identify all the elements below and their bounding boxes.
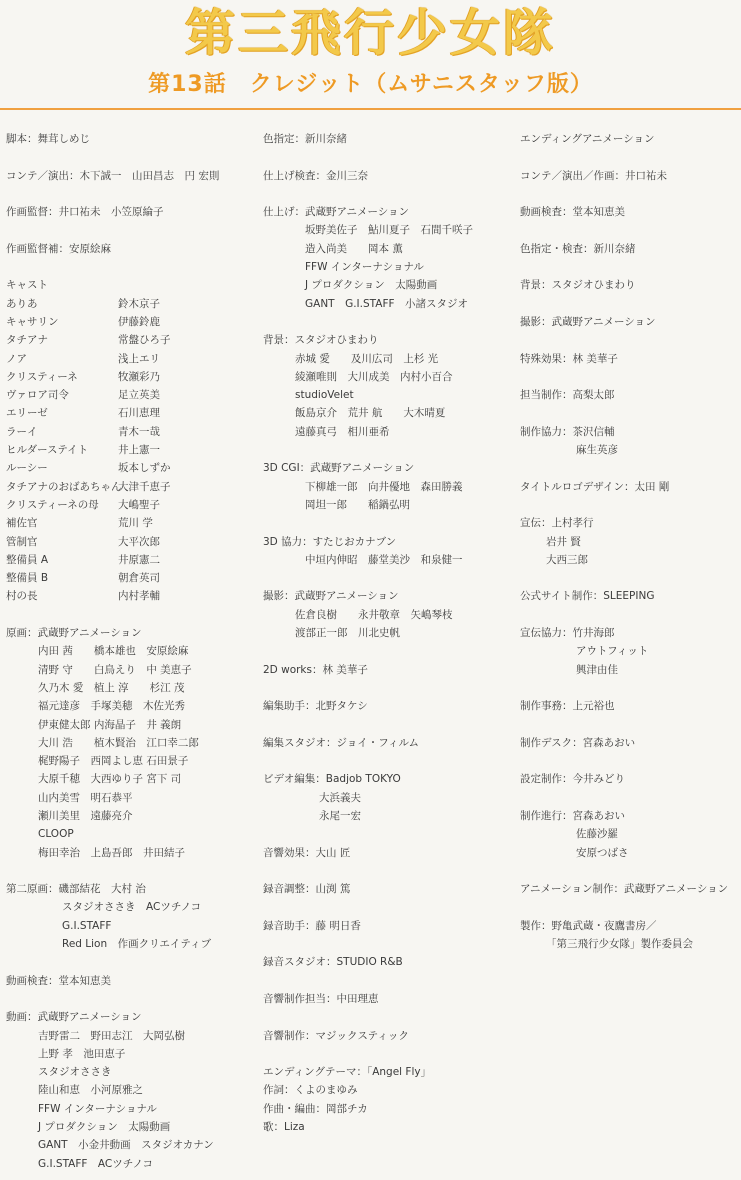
cast-role: 補佐官 xyxy=(6,517,38,530)
staff-line: CLOOP xyxy=(38,828,74,841)
credit-inbetween: 動画：武蔵野アニメーション xyxy=(6,1011,142,1024)
cast-row xyxy=(6,478,251,496)
staff-line: 坂野美佐子 鮎川夏子 石間千咲子 xyxy=(305,224,473,237)
staff-line: J プロダクション 太陽動画 xyxy=(305,279,438,292)
staff-line: 下柳雄一郎 向井優地 森田勝義 xyxy=(305,480,463,493)
cast-row xyxy=(6,368,251,386)
cast-role: 村の長 xyxy=(6,590,38,603)
staff-line: 岡坦一郎 稲鍋弘明 xyxy=(305,498,410,511)
credit-2d-works: 2D works：林 美華子 xyxy=(263,663,368,676)
staff-line: 上野 孝 池田恵子 xyxy=(38,1047,126,1060)
staff-line: 佐倉良樹 永井敬章 矢嶋琴枝 xyxy=(295,608,453,621)
page-subtitle: 第13話 クレジット（ムサニスタッフ版） xyxy=(148,72,593,97)
cast-role: タチアナのおばあちゃん xyxy=(6,480,122,493)
credit-committee: 「第三飛行少女隊」製作委員会 xyxy=(546,938,693,951)
staff-line: アウトフィット xyxy=(576,645,649,658)
cast-actor: 鈴木京子 xyxy=(118,297,160,310)
credit-ending-background: 背景：スタジオひまわり xyxy=(520,279,636,292)
cast-actor: 青木一哉 xyxy=(118,425,160,438)
credit-setting-production: 設定制作：今井みどり xyxy=(520,773,625,786)
staff-line: スタジオささき xyxy=(38,1066,112,1079)
credits-column-2 xyxy=(263,130,508,1136)
cast-role: クリスティーネ xyxy=(6,370,78,383)
credit-3d-cooperation: 3D 協力：すたじおカナブン xyxy=(263,535,397,548)
cast-role: ありあ xyxy=(6,297,38,310)
credit-edit-studio: 編集スタジオ：ジョイ・フィルム xyxy=(263,736,420,749)
credit-sound-manager: 音響制作担当：中田理恵 xyxy=(263,992,379,1005)
staff-line: 遠藤真弓 相川亜希 xyxy=(295,425,390,438)
cast-actor: 足立英美 xyxy=(118,389,160,402)
cast-row xyxy=(6,551,251,569)
cast-actor: 大平次郎 xyxy=(118,535,160,548)
credit-lyrics: 作詞：くよのまゆみ xyxy=(263,1084,358,1097)
staff-line: 梅田幸治 上島吾郎 井田結子 xyxy=(38,846,185,859)
credit-production-desk: 制作デスク：宮森あおい xyxy=(520,736,636,749)
credit-ending-color: 色指定・検査：新川奈緒 xyxy=(520,242,636,255)
staff-line: 久乃木 愛 植上 淳 杉江 茂 xyxy=(38,681,185,694)
cast-row xyxy=(6,496,251,514)
credit-produced-by: 製作：野亀武蔵・夜鷹書房／ xyxy=(520,919,657,932)
staff-line: FFW インターナショナル xyxy=(38,1102,157,1115)
cast-row xyxy=(6,404,251,422)
cast-role: 整備員 A xyxy=(6,553,49,566)
cast-row xyxy=(6,441,251,459)
credit-assistant-animation-director: 作画監督補：安原絵麻 xyxy=(6,242,111,255)
credit-color-design: 色指定：新川奈緒 xyxy=(263,133,347,145)
credit-official-site: 公式サイト制作：SLEEPING xyxy=(520,590,655,603)
staff-line: スタジオささき ACツチノコ xyxy=(62,901,202,914)
staff-line: Red Lion 作画クリエイティブ xyxy=(62,938,212,951)
staff-line: 瀬川美里 遠藤亮介 xyxy=(38,809,133,822)
cast-role: ヴァロア司令 xyxy=(6,389,69,402)
credit-background: 背景：スタジオひまわり xyxy=(263,334,379,347)
cast-heading: キャスト xyxy=(6,279,48,292)
credit-production-manager: 担当制作：高梨太郎 xyxy=(520,389,615,402)
staff-line: 飯島京介 荒井 航 大木晴夏 xyxy=(295,407,446,420)
credit-recording-assistant: 録音助手：藤 明日香 xyxy=(263,919,361,932)
credit-vocal: 歌：Liza xyxy=(263,1121,305,1134)
credits-column-3 xyxy=(520,130,741,953)
staff-line: 佐藤沙羅 xyxy=(576,828,618,841)
credit-production-office: 制作事務：上元裕也 xyxy=(520,700,615,713)
credit-sound-effects: 音響効果：大山 匠 xyxy=(263,846,351,859)
cast-actor: 伊藤鈴鹿 xyxy=(118,315,160,328)
credit-ending-theme: エンディングテーマ：「Angel Fly」 xyxy=(263,1066,432,1079)
staff-line: 中垣内伸昭 藤堂美沙 和泉健一 xyxy=(305,553,463,566)
credit-ending-photography: 撮影：武蔵野アニメーション xyxy=(520,315,656,328)
staff-line: 安原つばさ xyxy=(576,846,629,859)
cast-row xyxy=(6,313,251,331)
credit-video-edit: ビデオ編集：Badjob TOKYO xyxy=(263,773,401,786)
credit-key-animation: 原画：武蔵野アニメーション xyxy=(6,627,142,640)
cast-actor: 大津千恵子 xyxy=(118,480,171,493)
credit-edit-assistant: 編集助手：北野タケシ xyxy=(263,700,368,713)
credit-animation-director: 作画監督：井口祐未 小笠原綸子 xyxy=(6,206,164,219)
credit-recording-studio: 録音スタジオ：STUDIO R&B xyxy=(263,956,403,969)
staff-line: 内田 茜 橋本雄也 安原絵麻 xyxy=(38,645,189,658)
staff-line: 岩井 賢 xyxy=(546,535,581,548)
cast-row xyxy=(6,587,251,605)
staff-line: 山内美雪 明石恭平 xyxy=(38,791,133,804)
staff-line: 梶野陽子 西岡よし恵 石田景子 xyxy=(38,755,189,768)
staff-line: 大川 浩 植木賢治 江口幸二郎 xyxy=(38,736,199,749)
staff-line: 伊東健太郎 内海晶子 井 義朗 xyxy=(38,718,182,731)
cast-actor: 大嶋聖子 xyxy=(118,498,160,511)
credit-publicity-cooperation: 宣伝協力：竹井海郎 xyxy=(520,627,615,640)
cast-role: ルーシー xyxy=(6,462,48,475)
staff-line: 麻生英彦 xyxy=(576,444,618,457)
cast-actor: 牧瀬彩乃 xyxy=(118,370,160,383)
cast-row xyxy=(6,569,251,587)
credit-3d-cgi: 3D CGI：武蔵野アニメーション xyxy=(263,462,415,475)
cast-actor: 浅上エリ xyxy=(118,352,160,365)
cast-row xyxy=(6,533,251,551)
cast-row xyxy=(6,350,251,368)
cast-row xyxy=(6,514,251,532)
credit-ending-storyboard: コンテ／演出／作画：井口祐未 xyxy=(520,169,667,182)
credit-inbetween-check: 動画検査：堂本知恵美 xyxy=(6,974,111,987)
credit-second-key-animation: 第二原画：磯部結花 大村 治 xyxy=(6,883,146,896)
staff-line: 興津由佳 xyxy=(576,663,618,676)
staff-line: 綾瀬唯則 大川成美 内村小百合 xyxy=(295,370,453,383)
credit-sound-production: 音響制作：マジックスティック xyxy=(263,1029,409,1042)
staff-line: 永尾一宏 xyxy=(319,809,361,822)
staff-line: studioVelet xyxy=(295,389,354,402)
cast-role: キャサリン xyxy=(6,315,59,328)
cast-actor: 常盤ひろ子 xyxy=(118,334,171,347)
cast-row xyxy=(6,459,251,477)
credit-storyboard: コンテ／演出：木下誠一 山田昌志 円 宏則 xyxy=(6,169,220,182)
cast-actor: 石川恵理 xyxy=(118,407,160,420)
credit-title-logo: タイトルロゴデザイン：太田 剛 xyxy=(520,480,670,493)
credit-ending-animation: エンディングアニメーション xyxy=(520,133,655,145)
cast-actor: 井原憲二 xyxy=(118,553,160,566)
credit-composition: 作曲・編曲：岡部チカ xyxy=(263,1102,368,1115)
staff-line: 造入尚美 岡本 薫 xyxy=(305,242,403,255)
cast-actor: 朝倉英司 xyxy=(118,572,160,585)
cast-row xyxy=(6,423,251,441)
credit-paint-check: 仕上げ検査：金川三奈 xyxy=(263,169,368,182)
page-title: 第三飛行少女隊 xyxy=(185,4,556,62)
cast-actor: 内村孝輔 xyxy=(118,590,160,603)
cast-role: クリスティーネの母 xyxy=(6,498,99,511)
credit-ending-inbetween-check: 動画検査：堂本知恵美 xyxy=(520,206,625,219)
staff-line: G.I.STAFF xyxy=(62,919,112,932)
staff-line: 福元達彦 手塚美穂 木佐光秀 xyxy=(38,700,185,713)
credit-recording-mix: 録音調整：山渕 篤 xyxy=(263,883,351,896)
staff-line: 赤城 愛 及川広司 上杉 光 xyxy=(295,352,439,365)
credit-photography: 撮影：武蔵野アニメーション xyxy=(263,590,399,603)
cast-role: タチアナ xyxy=(6,334,48,347)
credit-animation-production: アニメーション制作：武蔵野アニメーション xyxy=(520,883,729,896)
cast-role: 管制官 xyxy=(6,535,38,548)
credits-column-1 xyxy=(6,130,251,1173)
cast-row xyxy=(6,295,251,313)
cast-actor: 荒川 学 xyxy=(118,517,153,530)
cast-actor: 坂本しずか xyxy=(118,462,171,475)
header xyxy=(0,0,741,112)
staff-line: 大浜義夫 xyxy=(319,791,361,804)
cast-row xyxy=(6,331,251,349)
cast-row xyxy=(6,386,251,404)
cast-role: エリーゼ xyxy=(6,407,48,420)
staff-line: J プロダクション 太陽動画 xyxy=(38,1121,171,1134)
staff-line: 大西三郎 xyxy=(546,553,588,566)
staff-line: G.I.STAFF ACツチノコ xyxy=(38,1157,154,1170)
credit-publicity: 宣伝：上村孝行 xyxy=(520,517,594,530)
staff-line: 大原千穂 大西ゆり子 宮下 司 xyxy=(38,773,182,786)
staff-line: 吉野雷二 野田志江 大岡弘樹 xyxy=(38,1029,185,1042)
staff-line: GANT G.I.STAFF 小諸スタジオ xyxy=(305,297,469,310)
staff-line: 清野 守 白鳥えり 中 美恵子 xyxy=(38,663,192,676)
cast-role: 整備員 B xyxy=(6,572,49,585)
cast-actor: 井上憲一 xyxy=(118,444,160,457)
credit-production-cooperation: 制作協力：茶沢信輔 xyxy=(520,425,615,438)
staff-line: 陸山和恵 小河原雅之 xyxy=(38,1084,143,1097)
credit-script: 脚本：舞茸しめじ xyxy=(6,133,90,145)
staff-line: 渡部正一郎 川北史帆 xyxy=(295,627,400,640)
credit-paint: 仕上げ：武蔵野アニメーション xyxy=(263,206,410,219)
credit-special-effects: 特殊効果：林 美華子 xyxy=(520,352,618,365)
cast-role: ヒルダーステイト xyxy=(6,444,89,457)
header-divider xyxy=(0,108,741,110)
staff-line: GANT 小金井動画 スタジオカナン xyxy=(38,1139,214,1152)
credit-production-assistant: 制作進行：宮森あおい xyxy=(520,809,625,822)
cast-role: ノア xyxy=(6,352,27,365)
cast-role: ラーイ xyxy=(6,425,38,438)
staff-line: FFW インターナショナル xyxy=(305,261,424,274)
